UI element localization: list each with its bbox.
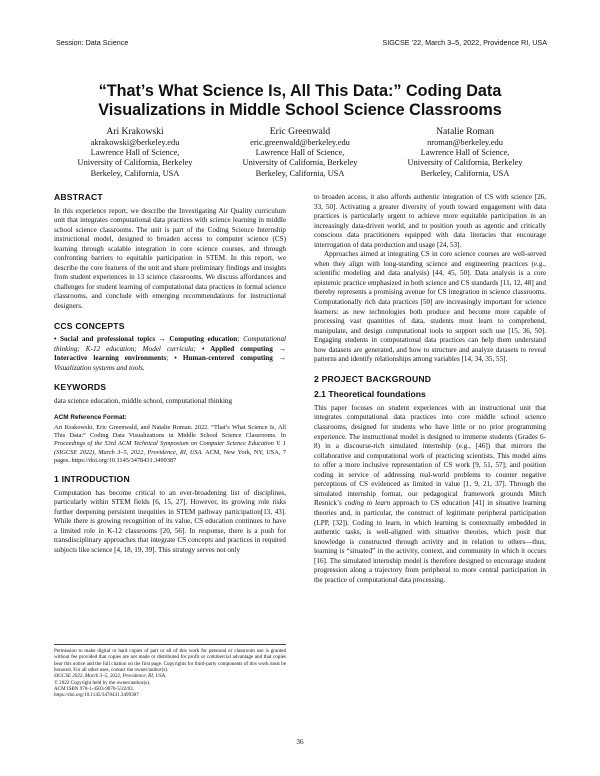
author-org: Lawrence Hall of Science,: [255, 148, 345, 158]
author-block-2: [220, 126, 380, 179]
coding-to-learn-term: coding to learn: [344, 499, 391, 508]
introduction-text: Computation has become critical to an ever-broadening list of disciplines, particularly within STEM fields [6, 15, 27]. However, its growing role risks further deepening persistent inequities in STEM pathway participation[13, 43]. While there is growing recognition of its value, CS education continues to have a limited role in K-12 classrooms [20, 56]. In response, there is a push for transdisciplinary approaches that integrate CS concepts and practices in required subjects like science [4, 18, 19, 39]. This strategy serves not only: [54, 488, 286, 554]
ccs-separator: ;: [166, 354, 175, 363]
paper-title: [50, 82, 550, 120]
ccs-concept-3-detail: Visualization systems and tools.: [54, 363, 145, 372]
permission-footnote: [54, 644, 286, 699]
permission-venue: SIGCSE 2022, March 3–5, 2022, Providence, RI, USA.: [54, 673, 167, 680]
title-line-2: Visualizations in Middle School Science Classrooms: [98, 101, 502, 119]
introduction-heading: 1 INTRODUCTION: [54, 473, 130, 484]
permission-isbn: ACM ISBN 978-1-4503-9070-5/22/03.: [54, 686, 134, 693]
reference-format-text: [54, 424, 286, 465]
keywords-text: data science education, middle school, computational thinking: [54, 396, 233, 405]
author-location: Berkeley, California, USA: [420, 168, 510, 178]
left-column: [54, 193, 286, 555]
permission-copyright: © 2022 Copyright held by the owner/author(s).: [54, 679, 151, 686]
right-column: [314, 193, 546, 585]
ccs-concept-2: • Applied computing → Interactive learning environments: [54, 344, 287, 363]
author-university: University of California, Berkeley: [77, 158, 193, 168]
ccs-concept-1: • Social and professional topics → Computing education: [54, 335, 238, 344]
ccs-heading: CCS CONCEPTS: [54, 320, 125, 331]
theoretical-foundations-heading: 2.1 Theoretical foundations: [314, 389, 426, 400]
author-email: akrakowski@berkeley.edu: [90, 138, 180, 147]
theory-text-part-2: approach to CS education [41] in situative learning theories and, in particular, the construct of legitimate peripheral participation (LPP, [32]). Coding to learn, in which learning is contextually embedded in authentic tasks, is well-aligned with situative theories, which posit that knowledge is constructed through activity and in relation to others—thus, learning is “situated” in the activity, context, and community in which it occurs [16]. The simulated internship model is therefore designed to encourage student progression along a trajectory from peripheral to more central participation in the practice of computational data processing.: [314, 499, 546, 584]
author-org: Lawrence Hall of Science,: [420, 148, 510, 158]
ccs-concept-3: • Human-centered computing →: [174, 354, 286, 363]
running-header-session: Session: Data Science: [56, 38, 129, 47]
abstract-text: In this experience report, we describe the Investigating Air Quality curriculum unit that integrates computational data practices with science learning in middle school science classrooms. The unit is part of the Coding Science Internship instructional model, designed to broaden access to computer science (CS) learning through scalable integration in core science courses, and through confronting barriers to equitable participation in STEM. In this report, we describe the core features of the unit and share preliminary findings and insights from student experiences in 13 science classrooms. We discuss affordances and challenges for student learning of computational data practices in formal science classrooms, and conclude with emerging recommendations for instructional designers.: [54, 206, 286, 311]
title-line-1: “That’s What Science Is, All This Data:” Coding Data: [98, 82, 502, 100]
author-university: University of California, Berkeley: [242, 158, 358, 168]
abstract-heading: ABSTRACT: [54, 192, 103, 202]
author-block-3: [385, 126, 545, 179]
author-university: University of California, Berkeley: [407, 158, 523, 168]
reference-proceedings: Proceedings of the 53rd ACM Technical Symposium on Computer Science Education V. 1 (SIGCSE 2022), March 3–5, 2022, Providence, RI, USA.: [54, 440, 286, 456]
author-block-1: [55, 126, 215, 179]
intro-continued-paragraph: to broaden access, it also affords authentic integration of CS with science [26, 33, 50]. Activating a greater diversity of youth toward engagement with data practices is particularly urgent to achieve more equitable participation in an increasingly data-driven world, and to position youth as agentic and critically conscious data practitioners equipped with data literacies that encourage interrogation of data production and usage [24, 53].: [314, 193, 546, 249]
author-location: Berkeley, California, USA: [90, 168, 180, 178]
author-org: Lawrence Hall of Science,: [90, 148, 180, 158]
author-name: Natalie Roman: [436, 126, 494, 137]
author-name: Eric Greenwald: [269, 126, 331, 137]
reference-authors-title: Ari Krakowski, Eric Greenwald, and Natalie Roman. 2022. “That’s What Science Is, All This Data:” Coding Data Visualizations in Middle School Science Classrooms. In: [54, 423, 286, 440]
intro-paragraph-2: Approaches aimed at integrating CS in core science courses are well-served when they align with long-standing science and engineering practices (e.g., scientific modeling and data analysis) [44, 45, 50]. Data analysis is a core epistemic practice emphasized in both science and CS standards [11, 12, 48] and thereby represents a promising avenue for CS integration in science classrooms. Computationally rich data practices [50] are increasingly important for science learners: as new technologies both produce and become more capable of processing vast quantities of data, students must learn to comprehend, manipulate, and design computational tools to support such use [15, 36, 50]. Engaging students in computational data practices can help them understand how datasets are generated, and how to structure and analyze datasets to reveal patterns and identify relationships among variables [14, 34, 35, 55].: [314, 250, 546, 364]
author-location: Berkeley, California, USA: [255, 168, 345, 178]
reference-format-heading: ACM Reference Format:: [54, 414, 127, 422]
ccs-concepts: [54, 335, 286, 373]
ccs-concept-1-detail: ; Computational thinking; K-12 education; Model curricula;: [54, 335, 287, 353]
author-email: nroman@berkeley.edu: [427, 138, 503, 147]
permission-text: Permission to make digital or hard copies of part or all of this work for personal or classroom use is granted without fee provided that copies are not made or distributed for profit or commercial advantage and that copies bear this notice and the full citation on the first page. Copyrights for third-party components of this work must be honored. For all other uses, contact the owner/author(s).: [54, 648, 286, 674]
project-background-heading: 2 PROJECT BACKGROUND: [314, 373, 432, 384]
author-email: eric.greenwald@berkeley.edu: [250, 138, 350, 147]
reference-publisher-doi: ACM, New York, NY, USA, 7 pages. https://doi.org/10.1145/3478431.3499387: [54, 448, 286, 464]
page-number: 36: [296, 738, 304, 746]
keywords-heading: KEYWORDS: [54, 382, 107, 393]
theory-paragraph: [314, 404, 546, 585]
running-header-conference: SIGCSE ’22, March 3–5, 2022, Providence RI, USA: [382, 38, 547, 47]
permission-doi-link[interactable]: https://doi.org/10.1145/3478431.3499387: [54, 692, 139, 699]
theory-text-part-1: This paper focuses on student experiences with an instructional unit that integrates computational data practices into core middle school science classrooms, designed for students who have little or no prior programming experience. The instructional model is designed to immerse students (Grades 6-8) in a discourse-rich simulated internship (e.g., [46]) that mirrors the collaborative and computational work of practicing scientists. This model aims to offer a more inclusive representation of CS work [9, 51, 57]; and position coding in service of addressing real-world problems to counter negative perceptions of CS evidenced as limited in value [1, 9, 21, 37]. Through the simulated internship format, our pedagogical framework grounds Mitch Resnick’s: [314, 403, 546, 508]
author-name: Ari Krakowski: [106, 126, 164, 137]
